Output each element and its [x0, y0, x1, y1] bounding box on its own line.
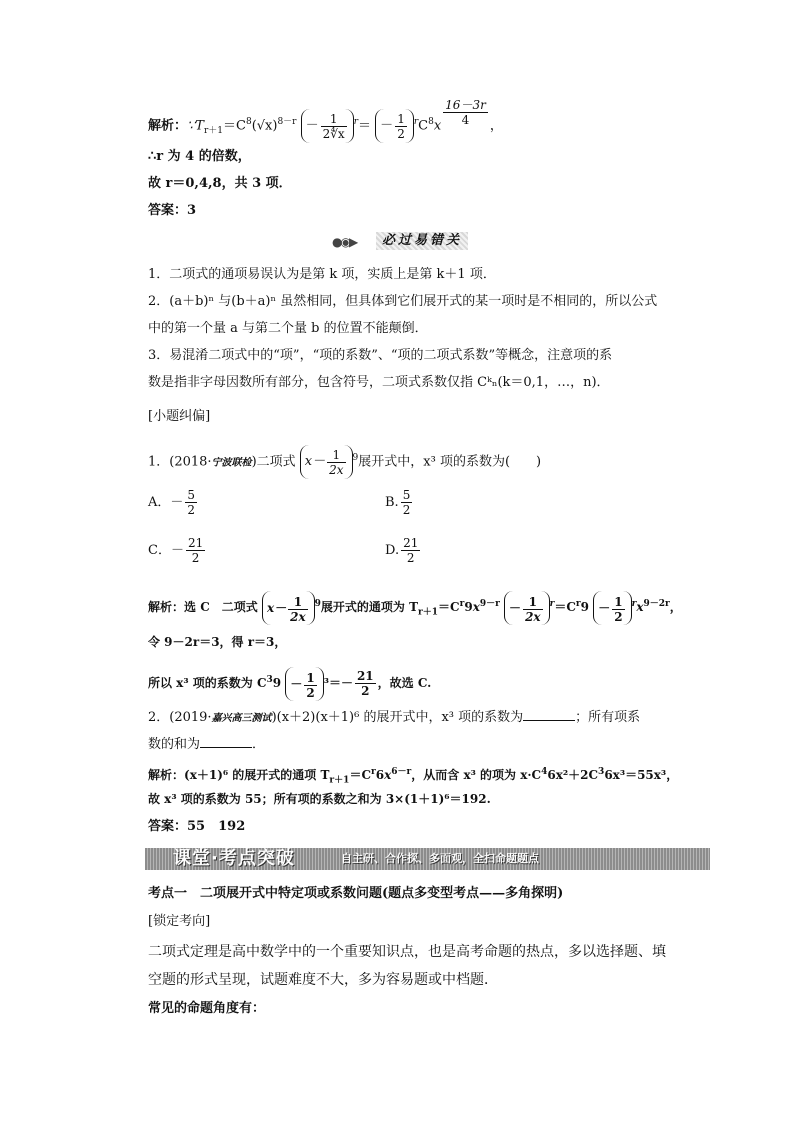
fraction-num: 1	[523, 595, 543, 610]
fraction-den: 2	[402, 503, 411, 517]
solution-label: 解析：	[148, 118, 188, 134]
paren-group: － $\frac{1}{2}$	[285, 667, 323, 701]
formula-text: ，	[669, 600, 682, 614]
fraction	[355, 669, 376, 698]
formula-text: ，	[489, 118, 503, 134]
section-banner	[145, 848, 710, 870]
solution-choice: 选 C	[184, 600, 210, 614]
formula-text: 所以 x³ 项的系数为 C	[148, 676, 267, 690]
section-banner-subtitle: 自主研、合作探、多面观，全扫命题题点	[341, 852, 539, 865]
fraction-num: 1	[321, 112, 347, 127]
fraction-num: 21	[356, 669, 374, 683]
formula-text: ＝C	[349, 768, 371, 782]
practice-heading: [小题纠偏]	[148, 409, 211, 424]
fraction-den: 2	[191, 551, 200, 565]
fraction-num: 1	[288, 595, 308, 610]
formula-sup: 6－r	[391, 767, 412, 777]
formula-text: x²＋2C	[555, 768, 599, 782]
formula-sup: 8	[245, 117, 252, 127]
fraction-den: 4	[461, 113, 470, 127]
formula-text: ，从而含 x³ 的项为 x·C	[411, 768, 542, 782]
fraction	[612, 595, 624, 624]
q1-source: 宁波联检	[211, 457, 252, 469]
q2-text: ；所有项系	[575, 710, 641, 725]
formula-text: ³＝－	[323, 676, 353, 690]
q2-text: )(x＋2)(x＋1)⁶ 的展开式中，x³ 项的系数为	[271, 710, 524, 725]
pitfall-banner-title: 必过易错关	[376, 232, 468, 250]
formula-text: ，故选 C.	[377, 676, 432, 690]
formula-sub: r＋1	[203, 125, 223, 136]
solution-label: 解析：	[148, 768, 185, 782]
pitfall-1: 1．二项式的通项易误认为是第 k 项，实质上是第 k＋1 项．	[148, 267, 496, 282]
paren-group	[300, 445, 353, 479]
q2-source: 嘉兴高三测试	[211, 713, 272, 724]
answer-blank-2[interactable]	[200, 735, 252, 748]
pitfall-banner	[332, 232, 478, 250]
fraction	[443, 98, 488, 127]
formula-sup: 4	[541, 767, 548, 777]
formula-text: 9	[580, 600, 589, 614]
answer-line	[148, 203, 196, 219]
q1-solution-line-1: 解析：选 C 二项式 x－ $\frac{1}{2x}$ $^9$展开式的通项为 $T_{r+1}=C^r9x^{9-r}$ － $\frac{1}{2x}$ $^r=C^r9$ － $\frac{1}{2}$ $^rx^{9-2r}$，	[148, 584, 682, 624]
answer-label: 答案：	[148, 819, 188, 834]
fraction-den: 2	[361, 684, 370, 698]
section-para-1a: 二项式定理是高中数学中的一个重要知识点，也是高考命题的热点，多以选择题、填	[148, 944, 666, 960]
fraction-den: 2	[187, 503, 196, 517]
formula-text: 二项式	[209, 600, 258, 614]
fraction	[395, 112, 407, 141]
paren-group: － $\frac{1}{2}$	[593, 591, 631, 625]
formula-text: (x＋1)⁶ 的展开式的通项 T	[184, 768, 330, 782]
formula-text: (√x)	[251, 118, 278, 134]
fraction	[304, 671, 316, 700]
formula-sup: 3	[598, 767, 605, 777]
formula-text: x－	[266, 600, 287, 615]
fraction-den: 2∜x	[322, 126, 345, 141]
formula-sub: r＋1	[329, 775, 350, 786]
q2-text: ．	[252, 737, 266, 752]
question-2-line-2	[148, 735, 265, 753]
formula-sup: 3	[266, 675, 273, 685]
answer-blank-1[interactable]	[523, 708, 575, 721]
choice-b[interactable]	[385, 488, 414, 517]
paren-group: － $\frac{1}{2∜x}$	[301, 109, 354, 143]
section-heading: 考点一 二项展开式中特定项或系数问题(题点多变型考点——多角探明)	[148, 886, 564, 901]
section-lock: [锁定考向]	[148, 914, 211, 929]
fraction-num: 21	[187, 536, 204, 550]
solution-line-2: ∴r 为 4 的倍数，	[148, 149, 251, 164]
formula-text: x	[433, 118, 442, 134]
formula-text: C	[418, 118, 429, 134]
formula-sup: 8	[428, 117, 434, 127]
fraction-num: 1	[614, 594, 623, 609]
formula-sup: r	[575, 599, 581, 609]
fraction-den: 2x	[525, 609, 541, 624]
answer-value: 55 192	[187, 819, 246, 834]
fraction	[401, 488, 413, 517]
solution-formula-line: 解析：$\because T_{r+1}=C^8(√x)^{8-r}$ － $\frac{1}{2∜x}$ $^r$＝ － $\frac{1}{2}$ $^rC^8x$ $\frac{16-3r}{4}$ ，	[148, 98, 503, 141]
formula-text: ＝C	[554, 600, 576, 614]
formula-sup: 8－r	[277, 117, 297, 127]
fraction-den: 2x	[329, 462, 344, 477]
section-para-1b: 空题的形式呈现，试题难度不大，多为容易题或中档题．	[148, 972, 498, 988]
formula-text: 9	[464, 600, 473, 614]
pitfall-3b: 数是指非字母因数所有部分，包含符号，二项式系数仅指 Cᵏₙ(k＝0,1，…，n)．	[148, 375, 610, 390]
formula-text: x	[384, 768, 392, 782]
fraction-num: 1	[327, 448, 345, 463]
formula-text: x³＝55x³，	[612, 768, 679, 782]
fraction-den: 2	[306, 685, 315, 700]
solution-label: 解析：	[148, 600, 185, 614]
formula-text: x	[472, 600, 480, 614]
formula-text: ∵T	[187, 118, 204, 134]
fraction	[186, 536, 205, 565]
q1-tail: 展开式中，x³ 项的系数为( )	[358, 454, 542, 470]
choice-a[interactable]	[148, 488, 199, 517]
q1-solution-line-2: 令 9－2r＝3，得 r＝3，	[148, 635, 287, 649]
pitfall-3a: 3．易混淆二项式中的“项”，“项的系数”、“项的二项式系数”等概念，注意项的系	[148, 348, 613, 363]
pitfall-2a: 2．(a＋b)ⁿ 与(b＋a)ⁿ 虽然相同，但具体到它们展开式的某一项时是不相同的，所以公式	[148, 294, 658, 309]
fraction-num: 5	[187, 488, 196, 502]
answer-value: 3	[187, 203, 197, 218]
paren-group	[262, 591, 315, 625]
dots-icon: ●◉▶	[332, 235, 357, 249]
fraction-den: 2x	[290, 609, 306, 624]
q2-num: 2．(2019·	[148, 710, 212, 725]
q1-solution-line-3	[148, 660, 431, 700]
solution-line-3: 故 r＝0,4,8，共 3 项．	[148, 176, 292, 191]
answer-label: 答案：	[148, 203, 188, 218]
choice-label: D.	[385, 543, 400, 558]
q2-text: 数的和为	[148, 737, 201, 752]
choice-label: B.	[385, 495, 399, 510]
fraction-num: 1	[397, 111, 405, 126]
fraction-num: 5	[402, 488, 411, 502]
fraction-den: 2	[397, 126, 405, 141]
fraction-den: 2	[406, 551, 415, 565]
pitfall-2b: 中的第一个量 a 与第二个量 b 的位置不能颠倒．	[148, 321, 428, 336]
q2-answer-line	[148, 819, 245, 835]
choice-label: C．－	[148, 543, 184, 558]
fraction	[401, 536, 420, 565]
formula-text: 展开式的通项为 T	[320, 600, 418, 614]
fraction-num: 1	[306, 670, 315, 685]
fraction-num: 16－3r	[445, 98, 486, 112]
formula-text: ＝C	[223, 118, 246, 134]
q1-num: 1．(2018·	[148, 454, 212, 470]
formula-text: x－	[304, 453, 326, 469]
formula-sup: r	[371, 767, 376, 777]
formula-text: ＝	[358, 118, 372, 134]
formula-sup: 9－r	[479, 599, 500, 609]
formula-sup: 9	[352, 453, 359, 463]
section-banner-title: 课堂·考点突破	[173, 848, 295, 869]
fraction	[327, 448, 345, 477]
formula-text: 6	[604, 768, 613, 782]
question-2-line-1	[148, 708, 640, 727]
paren-group: － $\frac{1}{2x}$	[504, 591, 550, 625]
fraction	[185, 488, 197, 517]
section-para-2: 常见的命题角度有：	[148, 1001, 266, 1016]
fraction	[523, 595, 543, 624]
formula-text: 6	[547, 768, 556, 782]
fraction	[321, 112, 347, 141]
formula-text: ＝C	[438, 600, 460, 614]
formula-text: 9	[272, 676, 282, 690]
formula-sup: 9－2r	[643, 599, 670, 609]
choice-d[interactable]	[385, 536, 422, 565]
q2-solution-line-1	[148, 764, 678, 788]
question-1	[148, 438, 541, 478]
formula-text: 6	[375, 768, 385, 782]
q2-solution-line-2: 故 x³ 项的系数为 55；所有项的系数之和为 3×(1＋1)⁶＝192.	[148, 792, 491, 806]
paren-group: － $\frac{1}{2}$	[375, 109, 414, 143]
fraction-den: 2	[614, 609, 623, 624]
q1-text: )二项式	[251, 454, 296, 470]
choice-c[interactable]	[148, 536, 207, 565]
choice-label: A．－	[148, 495, 184, 510]
fraction	[288, 595, 308, 624]
formula-text: x	[636, 600, 644, 614]
formula-sup: r	[459, 599, 465, 609]
fraction-num: 21	[403, 536, 419, 550]
formula-sub: r＋1	[418, 607, 439, 618]
